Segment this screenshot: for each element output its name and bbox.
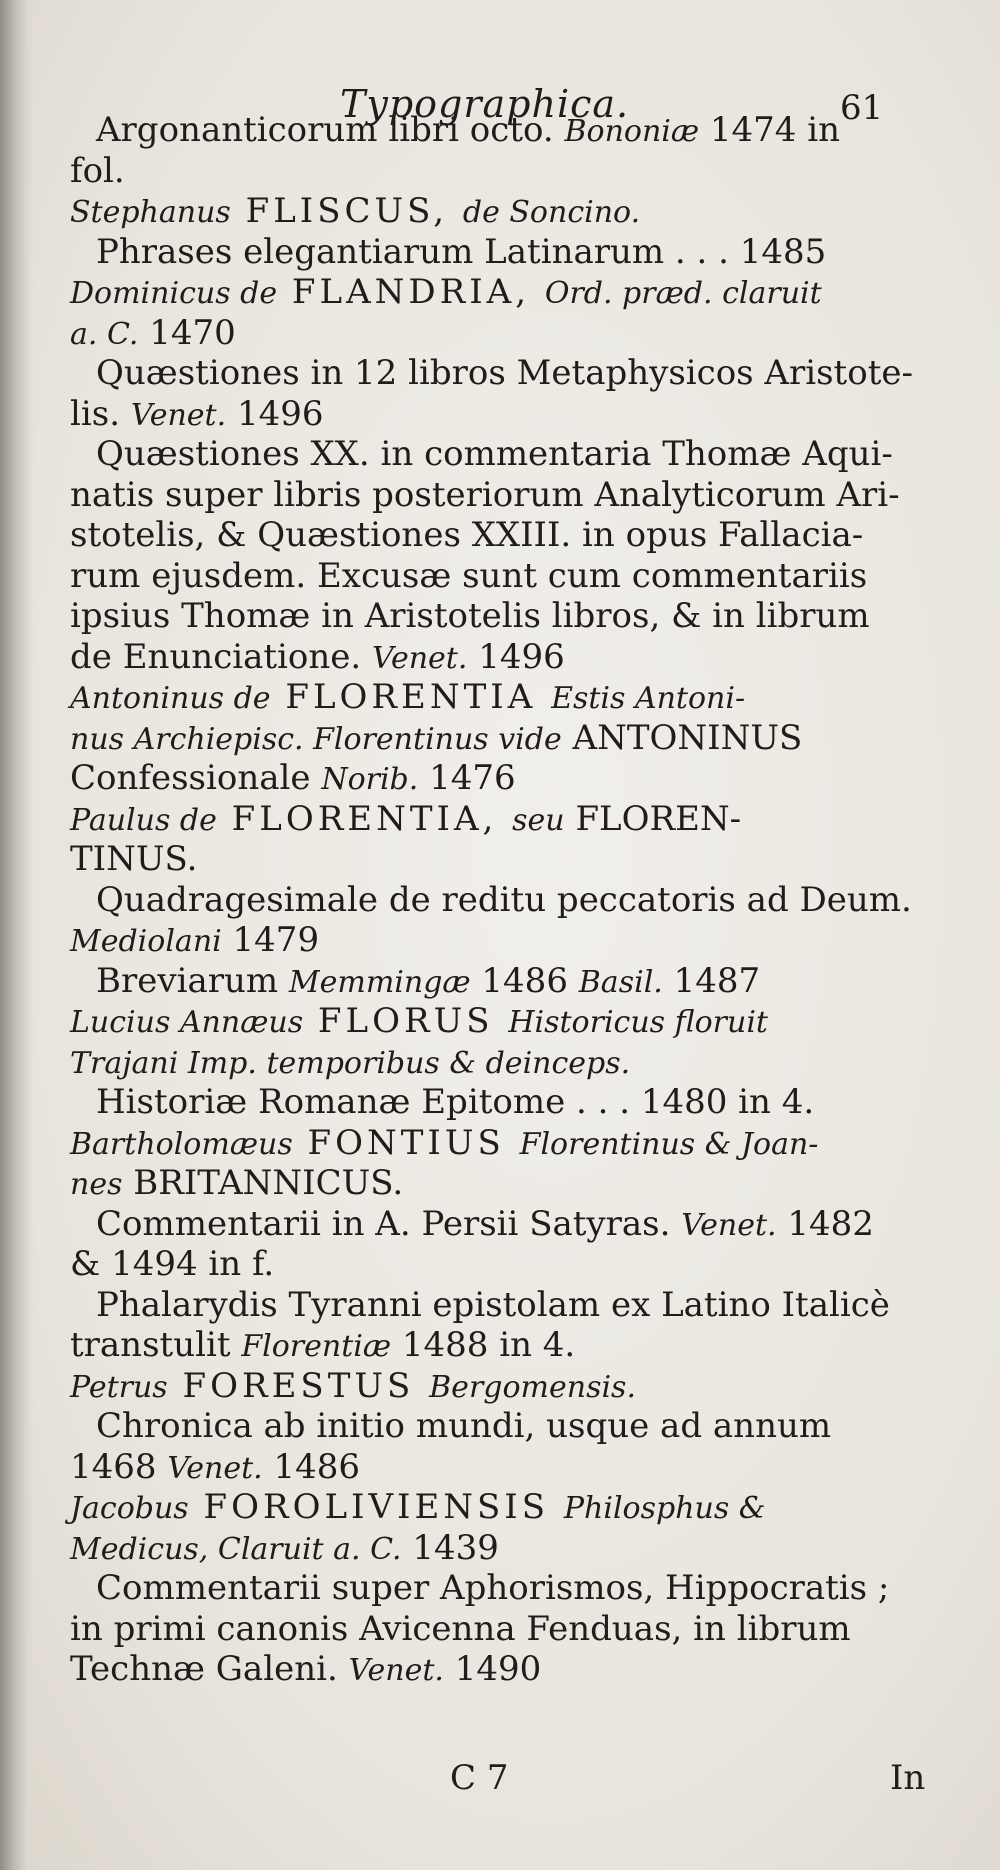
text-line [70,394,970,435]
line-fragment: ipsius Thomæ in Aristotelis libros, & in librum [70,596,870,636]
line-fragment: Chronica ab initio mundi, usque ad annum [96,1406,832,1446]
line-fragment: Paulus de [70,802,217,838]
line-fragment: Quadragesimale de reditu peccatoris ad Deum. [96,879,912,920]
line-fragment: nus Archiepisc. Florentinus vide [70,721,562,757]
line-fragment: Memmingæ [288,964,471,1000]
text-line [70,677,970,718]
line-fragment: Ord. præd. claruit [544,276,822,311]
line-fragment: Quæstiones in 12 libros Metaphysicos Aristote- [96,353,913,393]
line-fragment: Dominicus de [70,276,278,311]
line-fragment: FLANDRIA, [277,272,545,312]
line-fragment: Venet. [130,397,227,433]
page-gutter-shadow [0,0,34,1870]
line-fragment: Phrases elegantiarum Latinarum . . . 1485 [96,231,827,272]
page-header [70,0,970,128]
text-line [70,1244,970,1285]
line-fragment: in primi canonis Avicenna Fenduas, in librum [70,1608,851,1649]
catalogue-entries [70,110,970,1690]
running-head: Typographica. [340,82,630,126]
line-fragment: FOROLIVIENSIS [188,1487,564,1527]
text-line [70,1366,970,1407]
text-line [70,880,970,921]
text-line [70,556,970,597]
line-fragment: fol. [70,150,125,191]
line-fragment: 1474 in [699,110,840,150]
catchword: In [890,1758,926,1798]
text-line [70,313,970,354]
text-line [70,475,970,516]
line-fragment: Venet. [348,1653,444,1688]
text-line [70,1528,970,1569]
line-fragment: de Enunciatione. [70,636,373,677]
text-line [70,434,970,475]
line-fragment: transtulit [70,1325,242,1365]
text-line [70,1285,970,1326]
line-fragment: Venet. [167,1450,263,1486]
line-fragment: rum ejusdem. Excusæ sunt cum commentariis [70,555,868,596]
line-fragment: Florentiæ [241,1329,392,1364]
line-fragment: FLOREN- [564,798,742,839]
line-fragment: Venet. [372,640,468,676]
text-line [70,191,970,232]
text-block [70,0,970,1690]
text-line [70,758,970,799]
line-fragment: FLORENTIA, [216,798,513,839]
line-fragment: Argonanticorum libri octo. [96,110,565,150]
line-fragment: 1486 [470,960,579,1001]
text-line [70,1487,970,1528]
line-fragment: 1490 [443,1649,542,1689]
line-fragment: Trajani Imp. temporibus & deinceps. [70,1045,631,1081]
line-fragment: Petrus [70,1369,168,1405]
line-fragment: Technæ Galeni. [70,1649,349,1689]
text-line [70,637,970,678]
line-fragment: Historiæ Romanæ Epitome . . . 1480 in 4. [96,1082,815,1122]
text-line [70,1123,970,1164]
text-line [70,1163,970,1204]
line-fragment: BRITANNICUS. [122,1163,404,1203]
line-fragment: 1479 [221,920,320,960]
line-fragment: 1482 [776,1203,874,1244]
line-fragment: Bartholomæus [70,1126,293,1162]
text-line [70,596,970,637]
line-fragment: FLISCUS, [230,191,463,231]
line-fragment: FONTIUS [292,1122,520,1163]
text-line [70,1204,970,1245]
line-fragment: TINUS. [70,839,198,879]
text-line [70,1325,970,1366]
line-fragment: FLORUS [303,1001,509,1041]
text-line [70,232,970,273]
text-line [70,718,970,759]
text-line [70,961,970,1002]
text-line [70,1406,970,1447]
line-fragment: Venet. [681,1207,777,1243]
line-fragment: Lucius Annæus [70,1005,304,1040]
text-line [70,151,970,192]
line-fragment: stotelis, & Quæstiones XXIII. in opus Fallacia- [70,515,864,555]
line-fragment: Confessionale [70,758,322,798]
line-fragment: Medicus, Claruit a. C. [70,1531,402,1567]
text-line [70,353,970,394]
line-fragment: a. C. [70,316,139,352]
line-fragment: 1439 [401,1527,499,1568]
line-fragment: de Soncino. [462,195,641,230]
line-fragment: 1486 [262,1446,361,1487]
line-fragment: Antoninus de [70,681,271,716]
text-line [70,1649,970,1690]
text-line [70,1447,970,1488]
line-fragment: 1476 [418,758,516,798]
line-fragment: seu [512,802,565,838]
text-line [70,920,970,961]
text-line [70,1609,970,1650]
text-line [70,515,970,556]
line-fragment: 1470 [138,312,236,353]
line-fragment: & 1494 in f. [70,1244,275,1284]
line-fragment: natis super libris posteriorum Analyticorum Ari- [70,474,900,515]
line-fragment: Stephanus [70,195,231,230]
line-fragment: Norib. [321,762,419,797]
line-fragment: Historicus floruit [508,1005,768,1040]
line-fragment: Breviarum [96,960,289,1001]
text-line [70,799,970,840]
line-fragment: Basil. [578,964,663,1000]
line-fragment: 1496 [467,636,565,677]
line-fragment: Mediolani [70,924,222,959]
text-line [70,1042,970,1083]
line-fragment: Quæstiones XX. in commentaria Thomæ Aqui- [96,434,893,474]
line-fragment: Philosphus & [563,1491,766,1526]
signature-mark: C 7 [450,1758,509,1798]
page-number: 61 [840,88,884,128]
line-fragment: 1496 [226,393,324,434]
line-fragment: 1488 in 4. [391,1325,576,1365]
text-line [70,272,970,313]
line-fragment: 1487 [662,960,761,1001]
line-fragment: FORESTUS [167,1365,430,1406]
line-fragment: Jacobus [70,1491,189,1526]
line-fragment: FLORENTIA [270,677,552,717]
line-fragment: Bononiæ [564,114,700,149]
line-fragment: Estis Antoni- [551,681,746,716]
line-fragment: Phalarydis Tyranni epistolam ex Latino Italicè [96,1284,890,1325]
line-fragment: Commentarii in A. Persii Satyras. [96,1203,682,1244]
text-line [70,1001,970,1042]
line-fragment: ANTONINUS [561,717,803,758]
text-line [70,839,970,880]
text-line [70,1568,970,1609]
line-fragment: Bergomensis. [429,1369,636,1405]
text-line [70,1082,970,1123]
line-fragment: Commentarii super Aphorismos, Hippocratis ; [96,1568,890,1608]
line-fragment: lis. [70,393,131,434]
line-fragment: 1468 [70,1446,168,1487]
line-fragment: nes [70,1167,123,1202]
line-fragment: Florentinus & Joan- [519,1126,819,1162]
